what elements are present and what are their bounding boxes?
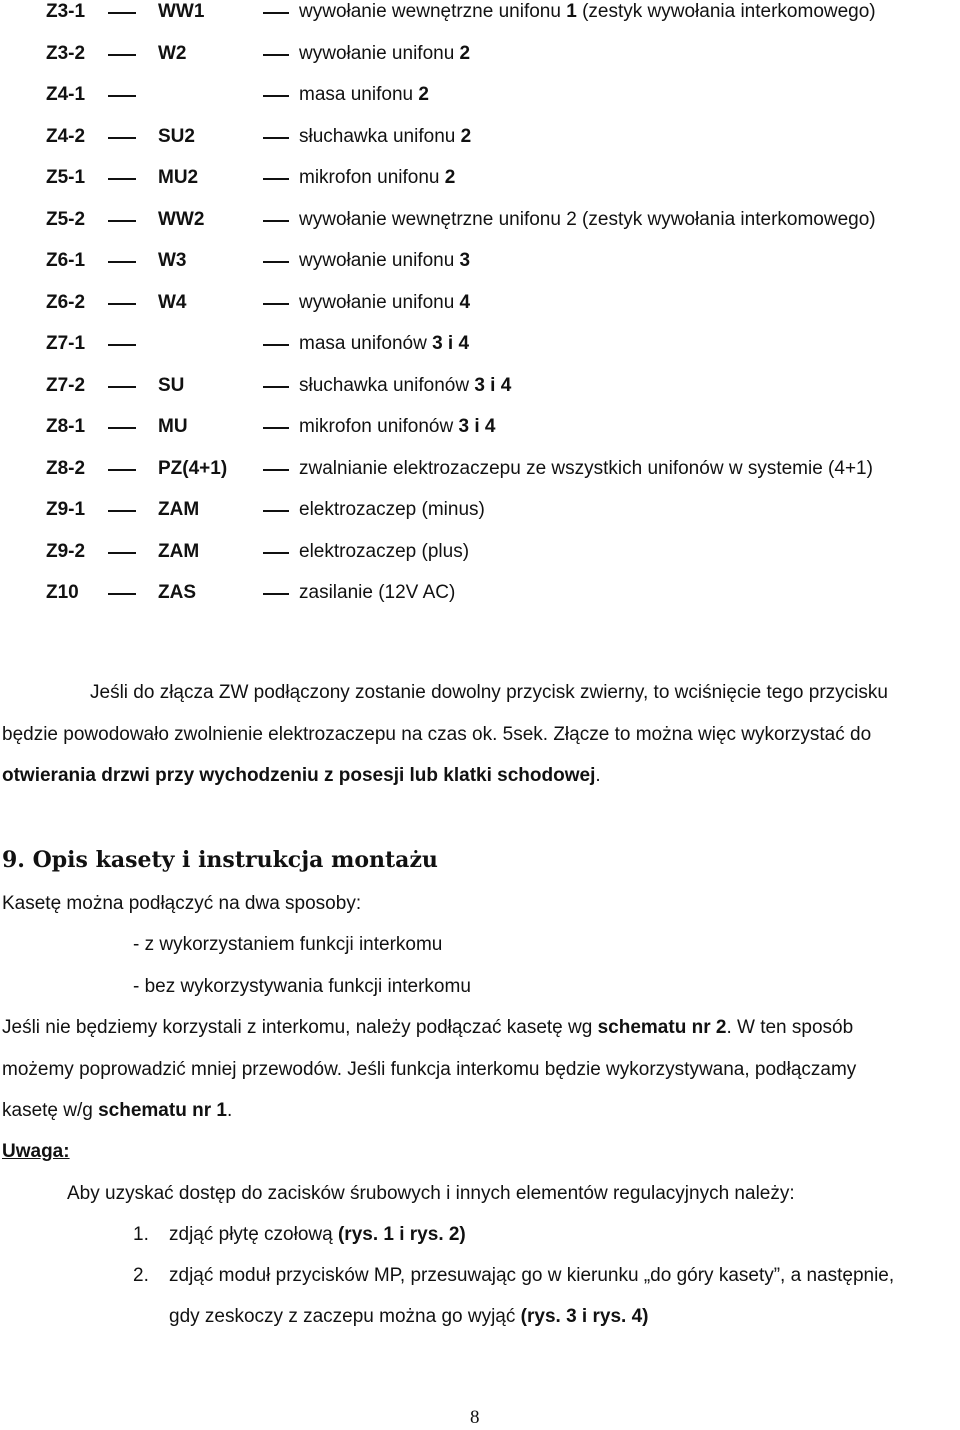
- pin-table-row: [0, 164, 960, 192]
- dash-separator: [108, 386, 136, 388]
- pin-id: Z7-2: [46, 375, 86, 396]
- pin-description-number: 2: [418, 84, 429, 105]
- dash-separator: [263, 261, 289, 263]
- pin-symbol: SU: [158, 375, 185, 396]
- schema-paragraph-line-3: [2, 1097, 232, 1125]
- dash-separator: [108, 178, 136, 180]
- pin-description-number: 2: [459, 43, 471, 64]
- pin-description-text: mikrofon unifonów: [299, 416, 459, 437]
- dash-separator: [263, 386, 289, 388]
- pin-description: [299, 372, 511, 400]
- pin-id: Z4-1: [46, 84, 86, 105]
- dash-separator: [108, 303, 136, 305]
- schema-2-ref: schematu nr 2: [597, 1017, 727, 1038]
- uwaga-label: Uwaga:: [2, 1141, 70, 1162]
- pin-symbol: SU2: [158, 126, 195, 147]
- pin-symbol: W3: [158, 250, 187, 271]
- dash-separator: [108, 552, 136, 554]
- dash-separator: [108, 510, 136, 512]
- page-number: 8: [470, 1407, 480, 1428]
- section-heading: 9. Opis kasety i instrukcja montażu: [2, 847, 438, 873]
- pin-description-text: masa unifonów: [299, 333, 433, 354]
- pin-description-number: 1: [566, 1, 577, 22]
- pin-table-row: [0, 579, 960, 607]
- schema-text-p3c: .: [226, 1100, 233, 1121]
- uwaga-intro: Aby uzyskać dostęp do zacisków śrubowych i innych elementów regulacyjnych należy:: [67, 1183, 795, 1204]
- dash-separator: [263, 344, 289, 346]
- pin-id: Z8-2: [46, 458, 86, 479]
- pin-description: [299, 496, 485, 524]
- pin-id: Z9-2: [46, 541, 86, 562]
- step-1-number: 1.: [133, 1224, 149, 1245]
- pin-table-row: [0, 455, 960, 483]
- pin-description: [299, 579, 455, 607]
- pin-symbol: WW2: [158, 209, 205, 230]
- pin-id: Z6-2: [46, 292, 86, 313]
- pin-description-text: mikrofon unifonu: [299, 167, 445, 188]
- pin-table-row: [0, 40, 960, 68]
- pin-id: Z4-2: [46, 126, 86, 147]
- pin-description-text: elektrozaczep (plus): [299, 541, 470, 562]
- pin-id: Z10: [46, 582, 79, 603]
- zw-paragraph-bold: otwierania drzwi przy wychodzeniu z posesji lub klatki schodowej: [2, 765, 596, 786]
- dash-separator: [108, 593, 136, 595]
- pin-description-suffix: (zestyk wywołania interkomowego): [576, 1, 876, 22]
- pin-table-row: [0, 0, 960, 26]
- zw-paragraph-end: .: [595, 765, 601, 786]
- schema-text-a: Jeśli nie będziemy korzystali z interkomu, należy podłączać kasetę wg: [2, 1017, 598, 1038]
- pin-description: [299, 413, 495, 441]
- pin-description-text: elektrozaczep (minus): [299, 499, 485, 520]
- zw-paragraph-line-1: Jeśli do złącza ZW podłączony zostanie dowolny przycisk zwierny, to wciśnięcie tego przycisku: [90, 682, 888, 703]
- pin-table-row: [0, 289, 960, 317]
- pin-symbol: MU: [158, 416, 188, 437]
- schema-text-p3a: kasetę w/g: [2, 1100, 99, 1121]
- dash-separator: [108, 469, 136, 471]
- dash-separator: [108, 54, 136, 56]
- step-1-text: [169, 1221, 466, 1249]
- step-2-number: 2.: [133, 1265, 149, 1286]
- pin-description: [299, 40, 470, 68]
- pin-id: Z3-2: [46, 43, 86, 64]
- dash-separator: [108, 95, 136, 97]
- pin-id: Z7-1: [46, 333, 86, 354]
- step-1-plain: zdjąć płytę czołową: [169, 1224, 338, 1245]
- pin-description-number: 3 i 4: [474, 375, 512, 396]
- pin-description-text: słuchawka unifonów: [299, 375, 475, 396]
- option-without-intercom: - bez wykorzystywania funkcji interkomu: [133, 976, 471, 997]
- pin-table-row: [0, 413, 960, 441]
- dash-separator: [263, 552, 289, 554]
- pin-description-number: 4: [459, 292, 471, 313]
- dash-separator: [263, 510, 289, 512]
- pin-description-number: 3 i 4: [432, 333, 470, 354]
- pin-description-text: zwalnianie elektrozaczepu ze wszystkich unifonów w systemie (4+1): [299, 458, 873, 479]
- zw-paragraph-line-3: [2, 762, 601, 790]
- pin-description: [299, 123, 471, 151]
- pin-table-row: [0, 372, 960, 400]
- pin-description: [299, 289, 470, 317]
- schema-1-ref: schematu nr 1: [98, 1100, 227, 1121]
- pin-description-number: 2: [460, 126, 472, 147]
- pin-description-number: 3: [459, 250, 471, 271]
- pin-table-row: [0, 538, 960, 566]
- dash-separator: [263, 220, 289, 222]
- option-with-intercom: - z wykorzystaniem funkcji interkomu: [133, 934, 443, 955]
- pin-id: Z8-1: [46, 416, 86, 437]
- dash-separator: [263, 593, 289, 595]
- pin-symbol: W2: [158, 43, 187, 64]
- schema-text-c: . W ten sposób: [726, 1017, 854, 1038]
- pin-description: [299, 330, 469, 358]
- pin-symbol: PZ(4+1): [158, 458, 228, 479]
- pin-table-row: [0, 206, 960, 234]
- dash-separator: [108, 220, 136, 222]
- dash-separator: [108, 261, 136, 263]
- pin-description: [299, 247, 470, 275]
- pin-symbol: WW1: [158, 1, 205, 22]
- pin-description-text: zasilanie (12V AC): [299, 582, 456, 603]
- pin-description-text: wywołanie unifonu: [299, 292, 460, 313]
- dash-separator: [263, 427, 289, 429]
- pin-description-text: wywołanie wewnętrzne unifonu 2 (zestyk wywołania interkomowego): [299, 209, 876, 230]
- pin-description: [299, 206, 876, 234]
- step-1-figure-ref: (rys. 1 i rys. 2): [337, 1224, 466, 1245]
- pin-description: [299, 538, 469, 566]
- dash-separator: [263, 95, 289, 97]
- pin-symbol: MU2: [158, 167, 199, 188]
- dash-separator: [263, 303, 289, 305]
- dash-separator: [263, 469, 289, 471]
- schema-paragraph-line-1: [2, 1014, 853, 1042]
- dash-separator: [108, 427, 136, 429]
- dash-separator: [108, 12, 136, 14]
- pin-symbol: W4: [158, 292, 187, 313]
- dash-separator: [108, 344, 136, 346]
- pin-description: [299, 81, 429, 109]
- pin-description-number: 3 i 4: [458, 416, 496, 437]
- pin-description-text: wywołanie unifonu: [299, 250, 460, 271]
- zw-paragraph-line-2: będzie powodowało zwolnienie elektrozaczepu na czas ok. 5sek. Złącze to można więc wykorzystać do: [2, 724, 872, 745]
- pin-table-row: [0, 330, 960, 358]
- pin-symbol: ZAM: [158, 499, 200, 520]
- pin-id: Z5-2: [46, 209, 86, 230]
- pin-id: Z5-1: [46, 167, 86, 188]
- pin-symbol: ZAS: [158, 582, 196, 603]
- pin-description-number: 2: [444, 167, 456, 188]
- pin-table-row: [0, 247, 960, 275]
- section-intro: Kasetę można podłączyć na dwa sposoby:: [2, 893, 362, 914]
- pin-description-text: wywołanie unifonu: [299, 43, 460, 64]
- pin-description-text: słuchawka unifonu: [299, 126, 461, 147]
- pin-description: [299, 0, 876, 26]
- step-2-continuation: [169, 1303, 648, 1331]
- pin-description: [299, 164, 455, 192]
- step-2-text: zdjąć moduł przycisków MP, przesuwając go w kierunku „do góry kasety”, a następnie,: [169, 1265, 895, 1286]
- pin-id: Z9-1: [46, 499, 86, 520]
- dash-separator: [108, 137, 136, 139]
- pin-symbol: ZAM: [158, 541, 200, 562]
- schema-paragraph-line-2: możemy poprowadzić mniej przewodów. Jeśli funkcja interkomu będzie wykorzystywana, podłączamy: [2, 1059, 857, 1080]
- dash-separator: [263, 137, 289, 139]
- dash-separator: [263, 54, 289, 56]
- dash-separator: [263, 12, 289, 14]
- pin-table-row: [0, 496, 960, 524]
- step-2-cont-plain: gdy zeskoczy z zaczepu można go wyjąć: [169, 1306, 521, 1327]
- step-2-figure-ref: (rys. 3 i rys. 4): [520, 1306, 649, 1327]
- dash-separator: [263, 178, 289, 180]
- pin-description-text: wywołanie wewnętrzne unifonu: [299, 1, 567, 22]
- pin-description: [299, 455, 873, 483]
- pin-table-row: [0, 123, 960, 151]
- pin-table-row: [0, 81, 960, 109]
- pin-id: Z6-1: [46, 250, 86, 271]
- pin-description-text: masa unifonu: [299, 84, 419, 105]
- pin-id: Z3-1: [46, 1, 86, 22]
